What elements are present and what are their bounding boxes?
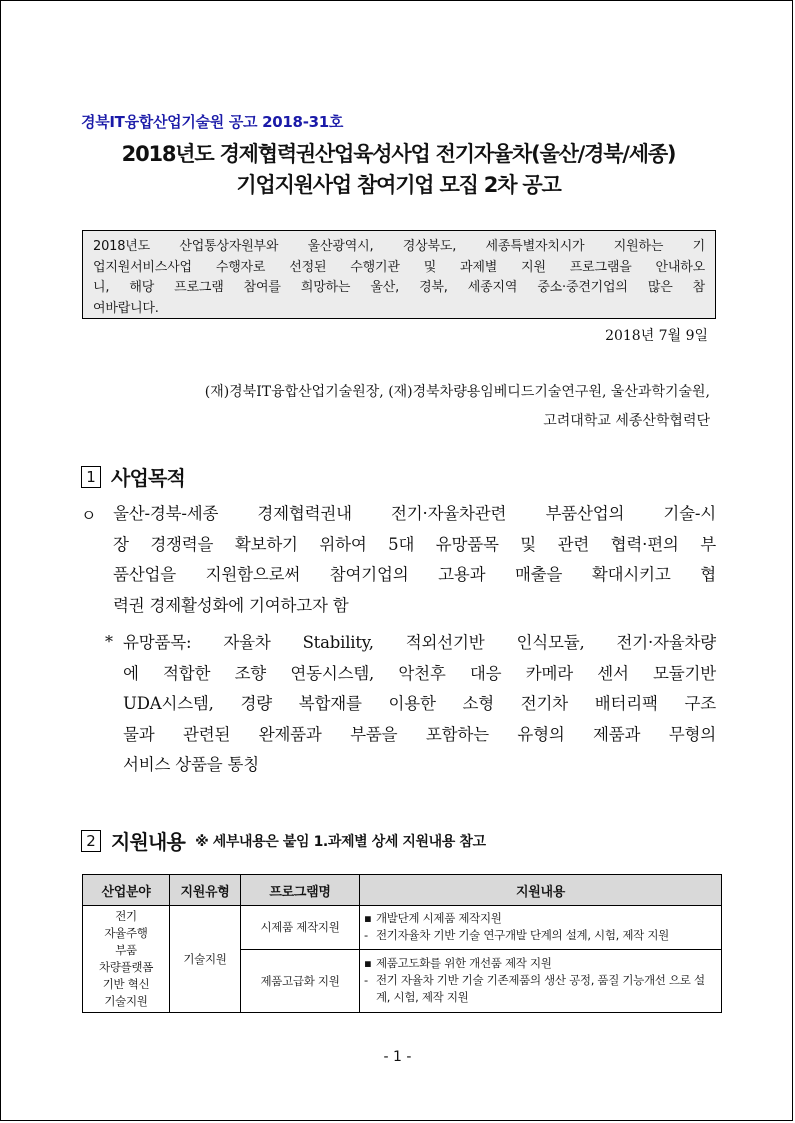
field-line: 전기 — [115, 909, 137, 923]
field-line: 차량플랫폼 — [98, 960, 154, 974]
circle-bullet: ㅇ — [81, 506, 97, 525]
title-line-2: 기업지원사업 참여기업 모집 2차 공고 — [236, 173, 561, 197]
field-line: 자율주행 — [104, 926, 148, 940]
dash-bullet: - — [364, 973, 368, 988]
page-number: - 1 - — [383, 1049, 412, 1065]
intro-line: 업지원서비스사업 수행자로 선정된 수행기관 및 과제별 지원 프로그램을 안내하오 — [93, 259, 705, 275]
products-line: UDA시스템, 경량 복합재를 이용한 소형 전기차 배터리팩 구조 — [123, 694, 716, 713]
products-line: 서비스 상품을 통칭 — [123, 755, 260, 774]
detail-line — [364, 927, 717, 944]
detail-line — [364, 955, 717, 972]
table-header-row — [83, 875, 722, 906]
products-line: 유망품목: 자율차 Stability, 적외선기반 인식모듈, 전기·자율차량 — [123, 633, 716, 652]
intro-line: 여바랍니다. — [93, 300, 159, 316]
organizations-line-2: 고려대학교 세종산학협력단 — [543, 413, 710, 429]
purpose-line: 력권 경제활성화에 기여하고자 함 — [113, 595, 349, 615]
purpose-paragraph — [113, 499, 716, 621]
program-cell: 제품고급화 지원 — [241, 949, 360, 1012]
detail-text: 전기자율차 기반 기술 연구개발 단계의 설계, 시험, 제작 지원 — [376, 928, 669, 943]
program-cell: 시제품 제작지원 — [241, 906, 360, 950]
intro-line: 2018년도 산업통상자원부와 울산광역시, 경상북도, 세종특별자치시가 지원하는 기 — [93, 239, 705, 254]
detail-text: 제품고도화를 위한 개선품 제작 지원 — [376, 956, 552, 971]
square-bullet-icon: ▪ — [364, 911, 372, 926]
support-type-cell: 기술지원 — [170, 906, 241, 1013]
asterisk-note-mark: * — [105, 632, 113, 651]
intro-box — [82, 230, 716, 319]
title-line-1: 2018년도 경제협력권산업육성사업 전기자율차(울산/경북/세종) — [121, 142, 676, 166]
field-line: 부품 — [115, 943, 137, 957]
dash-bullet: - — [364, 928, 368, 943]
purpose-line: 울산-경북-세종 경제협력권내 전기·자율차관련 부품산업의 기술-시 — [113, 504, 716, 523]
section-title: 지원내용 — [111, 830, 186, 854]
detail-line — [364, 910, 717, 927]
table-header: 프로그램명 — [241, 875, 360, 906]
industry-field-cell — [83, 906, 170, 1013]
products-line: 물과 관련된 완제품과 부품을 포함하는 유형의 제품과 무형의 — [123, 724, 716, 744]
section-note: ※ 세부내용은 붙임 1.과제별 상세 지원내용 참고 — [195, 833, 486, 850]
field-line: 기반 혁신 — [102, 977, 150, 991]
detail-cell — [360, 949, 722, 1012]
table-header: 지원유형 — [170, 875, 241, 906]
detail-line — [364, 972, 717, 1006]
detail-text: 전기 자율차 기반 기술 기존제품의 생산 공정, 품질 기능개선 으로 설계, 시험, 제작 지원 — [376, 973, 705, 1005]
purpose-line: 장 경쟁력을 확보하기 위하여 5대 유망품목 및 관련 협력·편의 부 — [113, 534, 716, 554]
section-title: 사업목적 — [111, 466, 186, 490]
section-2-heading — [81, 826, 486, 855]
section-number-box: 2 — [81, 830, 101, 852]
organizations-line-1: (재)경북IT융합산업기술원장, (재)경북차량용임베디드기술연구원, 울산과학기술원, — [204, 384, 710, 400]
products-paragraph — [123, 628, 716, 781]
square-bullet-icon: ▪ — [364, 956, 372, 971]
detail-cell — [360, 906, 722, 950]
notice-date: 2018년 7월 9일 — [605, 328, 708, 344]
purpose-line: 품산업을 지원함으로써 참여기업의 고용과 매출을 확대시키고 협 — [113, 565, 716, 584]
table-header: 산업분야 — [83, 875, 170, 906]
notice-number: 경북IT융합산업기술원 공고 2018-31호 — [81, 113, 344, 131]
section-number-box: 1 — [81, 466, 101, 488]
products-line: 에 적합한 조향 연동시스템, 악천후 대응 카메라 센서 모듈기반 — [123, 663, 716, 683]
intro-line: 니, 해당 프로그램 참여를 희망하는 울산, 경북, 세종지역 중소·중견기업의 많은 참 — [93, 280, 705, 295]
section-1-heading — [81, 462, 185, 491]
support-table — [82, 874, 722, 1013]
field-line: 기술지원 — [104, 994, 148, 1008]
table-row — [83, 906, 722, 950]
table-header: 지원내용 — [360, 875, 722, 906]
detail-text: 개발단계 시제품 제작지원 — [376, 911, 502, 926]
